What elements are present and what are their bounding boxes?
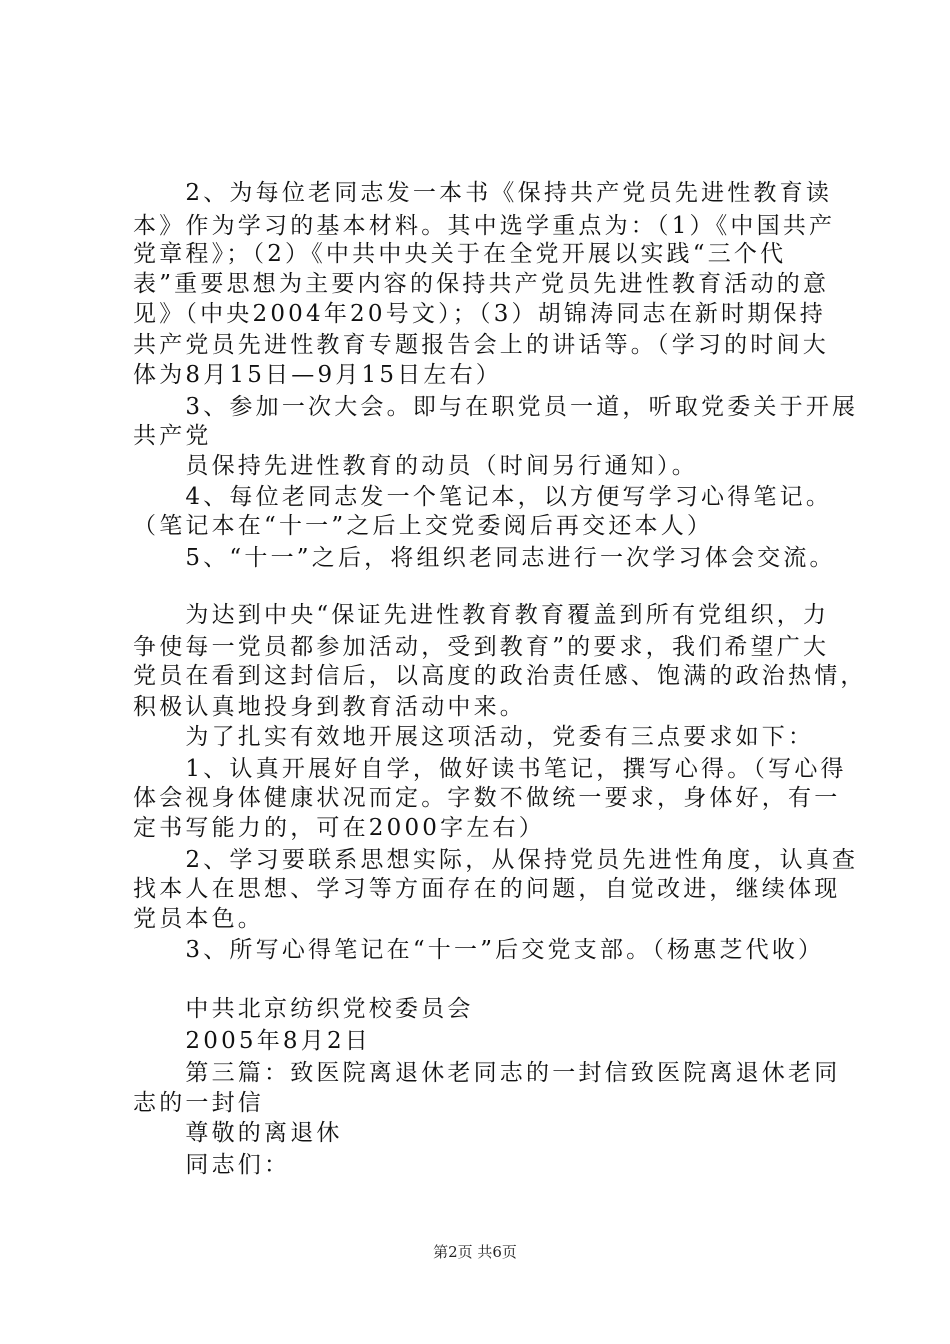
text-line: 定书写能力的，可在2000字左右）: [133, 815, 545, 841]
text-line: 4、每位老同志发一个笔记本，以方便写学习心得笔记。: [133, 484, 833, 510]
text-line: 见》（中央2004年20号文）；（3）胡锦涛同志在新时期保持: [133, 301, 826, 327]
text-line: 第三篇：致医院离退休老同志的一封信致医院离退休老同: [133, 1060, 841, 1086]
text-line: 5、“十一”之后，将组织老同志进行一次学习体会交流。: [133, 545, 836, 571]
text-line: 同志们：: [133, 1152, 291, 1178]
text-line: 尊敬的离退休: [133, 1120, 343, 1146]
text-line: 为达到中央“保证先进性教育教育覆盖到所有党组织，力: [133, 602, 830, 628]
text-line: 党员在看到这封信后，以高度的政治责任感、饱满的政治热情，: [133, 663, 867, 689]
text-line: 体会视身体健康状况而定。字数不做统一要求，身体好，有一: [133, 785, 841, 811]
text-line: 1、认真开展好自学，做好读书笔记，撰写心得。（写心得: [133, 756, 847, 782]
text-line: 志的一封信: [133, 1090, 264, 1116]
text-line: 找本人在思想、学习等方面存在的问题，自觉改进，继续体现: [133, 876, 841, 902]
text-line: 共产党员先进性教育专题报告会上的讲话等。（学习的时间大: [133, 332, 829, 358]
text-line: 员保持先进性教育的动员（时间另行通知）。: [133, 453, 698, 479]
text-line: 党章程》；（2）《中共中央关于在全党开展以实践“三个代: [133, 241, 787, 267]
text-line: 中共北京纺织党校委员会: [133, 996, 474, 1022]
text-line: 本》作为学习的基本材料。其中选学重点为：（1）《中国共产: [133, 213, 836, 239]
text-line: 为了扎实有效地开展这项活动，党委有三点要求如下：: [133, 724, 815, 750]
text-line: 党员本色。: [133, 906, 264, 932]
text-line: 表”重要思想为主要内容的保持共产党员先进性教育活动的意: [133, 271, 830, 297]
text-line: 共产党: [133, 423, 212, 449]
text-line: 争使每一党员都参加活动，受到教育”的要求，我们希望广大: [133, 634, 830, 660]
page-footer: 第2页 共6页: [433, 1243, 517, 1261]
text-line: 2005年8月2日: [133, 1028, 371, 1054]
text-line: （笔记本在“十一”之后上交党委阅后再交还本人）: [133, 513, 714, 539]
text-line: 积极认真地投身到教育活动中来。: [133, 694, 526, 720]
text-line: 3、所写心得笔记在“十一”后交党支部。（杨惠芝代收）: [133, 937, 825, 963]
text-line: 3、参加一次大会。即与在职党员一道，听取党委关于开展: [133, 394, 859, 420]
text-line: 2、为每位老同志发一本书《保持共产党员先进性教育读: [133, 180, 833, 206]
text-line: 体为8月15日—9月15日左右）: [133, 362, 502, 388]
text-line: 2、学习要联系思想实际，从保持党员先进性角度，认真查: [133, 847, 859, 873]
